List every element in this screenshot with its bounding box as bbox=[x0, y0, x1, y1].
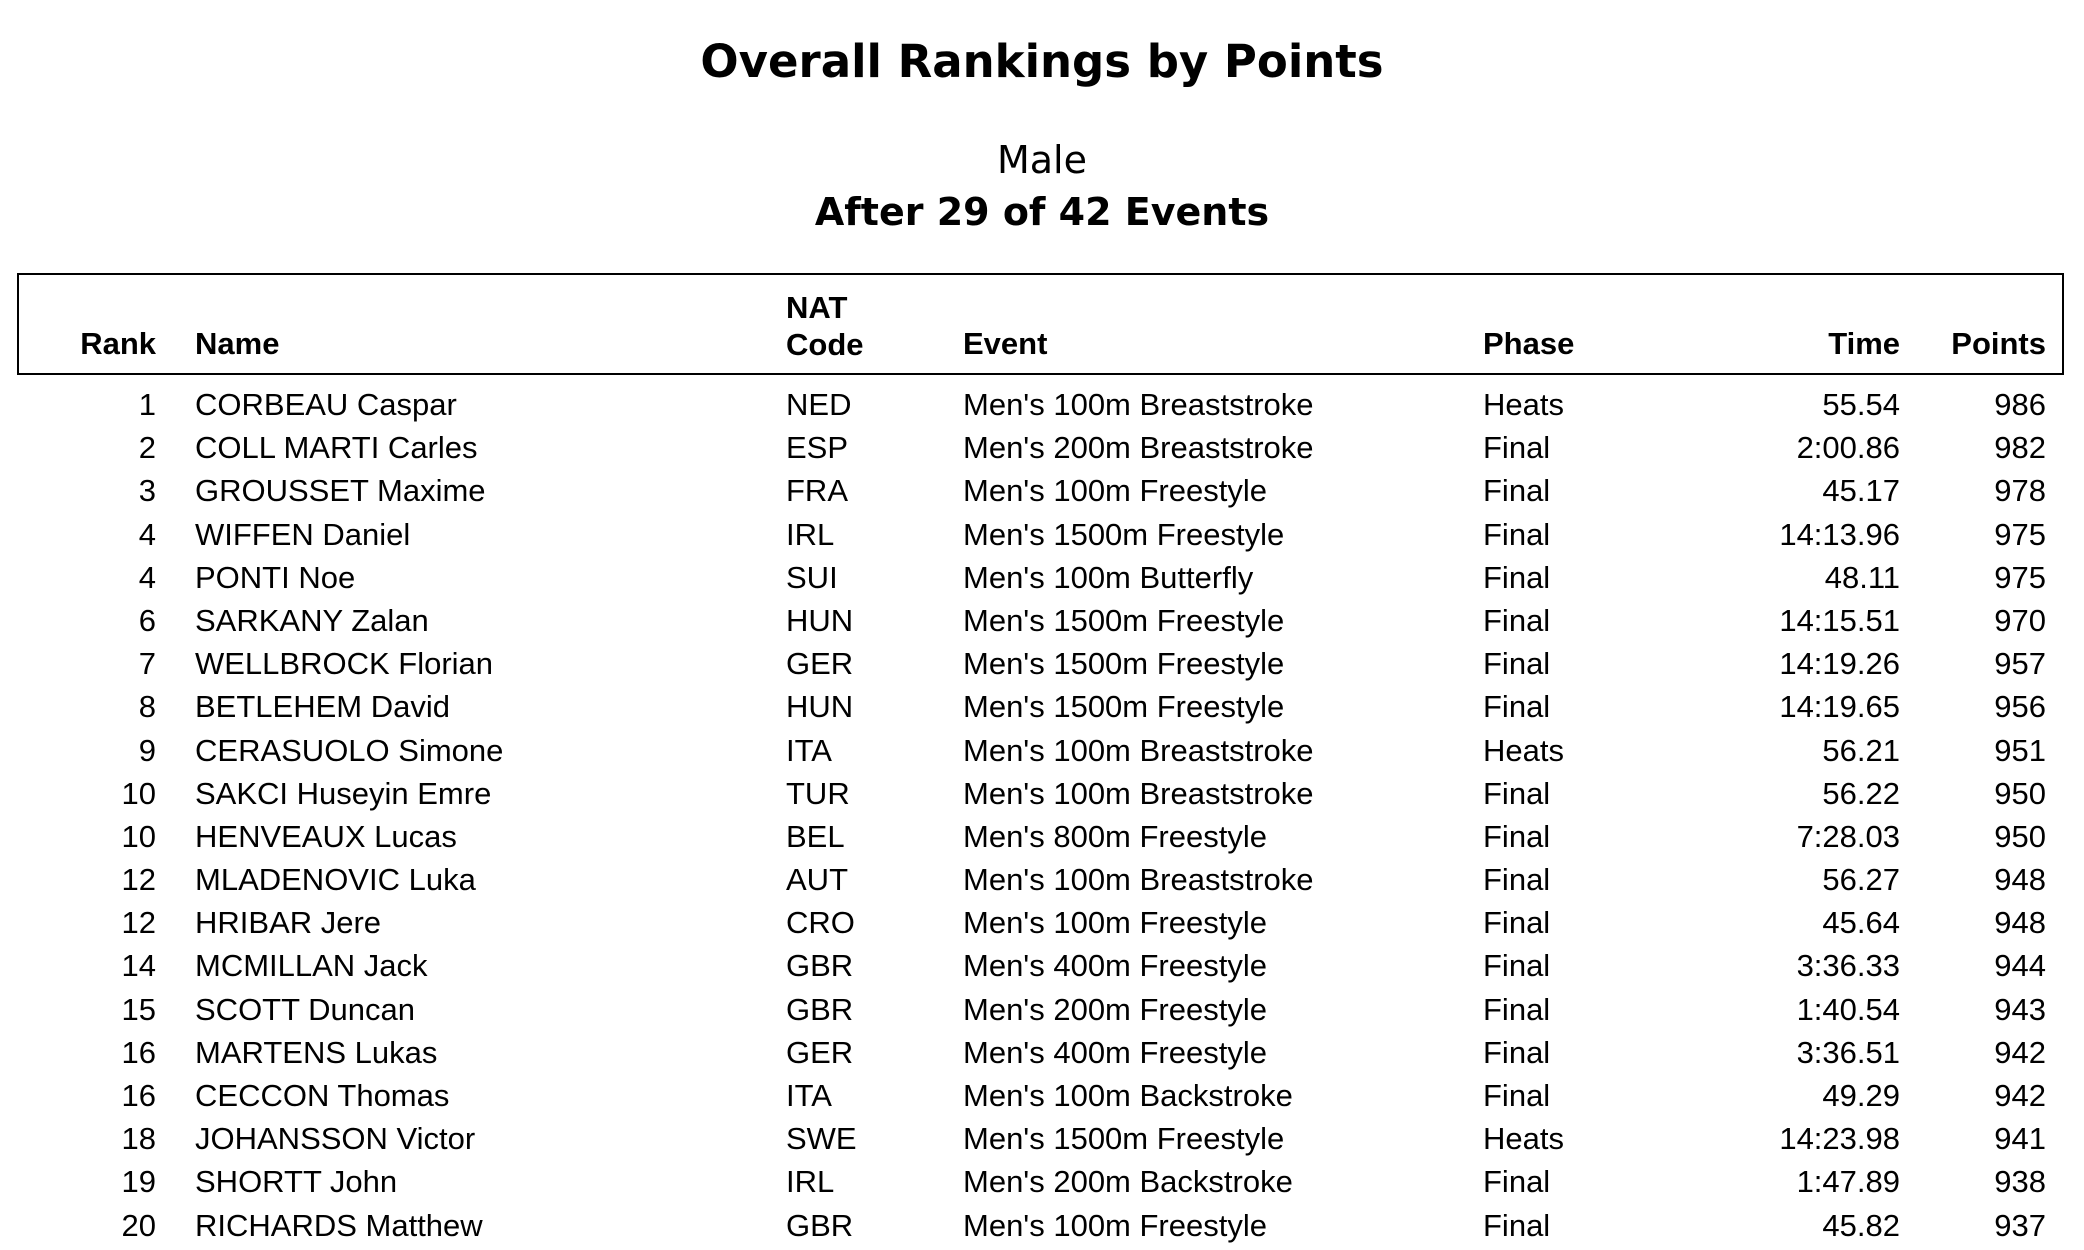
header-time: Time bbox=[1828, 326, 1900, 361]
header-points: Points bbox=[1951, 326, 2046, 361]
cell-phase: Final bbox=[1483, 430, 1551, 466]
table-row bbox=[0, 1204, 2084, 1247]
cell-time: 56.21 bbox=[1822, 732, 1900, 768]
cell-points: 948 bbox=[1994, 905, 2046, 941]
cell-event: Men's 1500m Freestyle bbox=[963, 689, 1285, 725]
cell-time: 45.17 bbox=[1822, 473, 1900, 509]
cell-time: 2:00.86 bbox=[1796, 430, 1900, 466]
cell-rank: 10 bbox=[121, 818, 156, 854]
cell-name: JOHANSSON Victor bbox=[195, 1121, 476, 1157]
cell-nat-code: IRL bbox=[786, 1164, 835, 1200]
table-row bbox=[0, 858, 2084, 901]
cell-name: MLADENOVIC Luka bbox=[195, 862, 476, 898]
cell-event: Men's 100m Freestyle bbox=[963, 473, 1267, 509]
cell-time: 14:23.98 bbox=[1779, 1121, 1900, 1157]
table-row bbox=[0, 1160, 2084, 1203]
events-progress: After 29 of 42 Events bbox=[814, 190, 1270, 234]
cell-time: 7:28.03 bbox=[1796, 818, 1900, 854]
table-row bbox=[0, 1117, 2084, 1160]
cell-name: RICHARDS Matthew bbox=[195, 1207, 483, 1243]
table-row bbox=[0, 772, 2084, 815]
cell-points: 970 bbox=[1994, 602, 2046, 638]
cell-phase: Final bbox=[1483, 1207, 1551, 1243]
cell-points: 948 bbox=[1994, 862, 2046, 898]
cell-phase: Final bbox=[1483, 948, 1551, 984]
cell-name: CORBEAU Caspar bbox=[195, 387, 457, 422]
table-row bbox=[0, 1031, 2084, 1074]
cell-rank: 6 bbox=[138, 602, 156, 638]
cell-points: 978 bbox=[1994, 473, 2046, 509]
cell-nat-code: AUT bbox=[786, 862, 848, 898]
cell-name: COLL MARTI Carles bbox=[195, 430, 478, 466]
cell-name: CECCON Thomas bbox=[195, 1078, 450, 1113]
cell-name: SCOTT Duncan bbox=[195, 991, 415, 1027]
gender-subtitle: Male bbox=[996, 138, 1087, 182]
cell-time: 14:15.51 bbox=[1779, 602, 1900, 638]
cell-time: 14:19.26 bbox=[1779, 646, 1900, 682]
table-row bbox=[0, 944, 2084, 987]
cell-rank: 4 bbox=[138, 516, 156, 552]
cell-time: 55.54 bbox=[1822, 387, 1900, 422]
cell-name: SARKANY Zalan bbox=[195, 602, 429, 638]
cell-phase: Final bbox=[1483, 775, 1551, 811]
cell-phase: Final bbox=[1483, 602, 1551, 638]
cell-rank: 12 bbox=[121, 862, 156, 898]
cell-phase: Final bbox=[1483, 1164, 1551, 1200]
cell-name: SHORTT John bbox=[195, 1164, 398, 1200]
cell-event: Men's 1500m Freestyle bbox=[963, 646, 1285, 682]
cell-rank: 10 bbox=[121, 775, 156, 811]
table-row bbox=[0, 469, 2084, 512]
cell-phase: Final bbox=[1483, 905, 1551, 941]
cell-time: 45.82 bbox=[1822, 1207, 1900, 1243]
cell-event: Men's 800m Freestyle bbox=[963, 818, 1267, 854]
cell-points: 982 bbox=[1994, 430, 2046, 466]
header-name: Name bbox=[195, 326, 280, 361]
cell-event: Men's 200m Breaststroke bbox=[963, 430, 1314, 466]
cell-points: 986 bbox=[1994, 387, 2046, 422]
cell-points: 975 bbox=[1994, 516, 2046, 552]
cell-nat-code: CRO bbox=[786, 905, 855, 941]
cell-time: 14:19.65 bbox=[1779, 689, 1900, 725]
cell-name: CERASUOLO Simone bbox=[195, 732, 504, 768]
cell-event: Men's 100m Freestyle bbox=[963, 905, 1267, 941]
header-rank: Rank bbox=[80, 326, 156, 361]
cell-name: SAKCI Huseyin Emre bbox=[195, 775, 492, 811]
cell-phase: Final bbox=[1483, 1034, 1551, 1070]
cell-event: Men's 1500m Freestyle bbox=[963, 516, 1285, 552]
cell-nat-code: GER bbox=[786, 646, 854, 682]
table-row bbox=[0, 556, 2084, 599]
cell-points: 956 bbox=[1994, 689, 2046, 725]
table-row bbox=[0, 815, 2084, 858]
cell-name: GROUSSET Maxime bbox=[195, 473, 486, 509]
table-row bbox=[0, 642, 2084, 685]
cell-time: 3:36.51 bbox=[1796, 1034, 1900, 1070]
cell-nat-code: SUI bbox=[786, 559, 838, 595]
table-row bbox=[0, 383, 2084, 426]
cell-event: Men's 100m Breaststroke bbox=[963, 732, 1314, 768]
cell-event: Men's 100m Butterfly bbox=[963, 559, 1254, 595]
cell-nat-code: NED bbox=[786, 387, 852, 422]
cell-name: WELLBROCK Florian bbox=[195, 646, 494, 682]
cell-phase: Final bbox=[1483, 473, 1551, 509]
cell-phase: Heats bbox=[1483, 732, 1564, 768]
table-row bbox=[0, 685, 2084, 728]
cell-points: 957 bbox=[1994, 646, 2046, 682]
cell-rank: 18 bbox=[121, 1121, 156, 1157]
cell-rank: 2 bbox=[138, 430, 156, 466]
cell-event: Men's 100m Freestyle bbox=[963, 1207, 1267, 1243]
cell-points: 942 bbox=[1994, 1034, 2046, 1070]
cell-event: Men's 400m Freestyle bbox=[963, 948, 1267, 984]
table-row bbox=[0, 901, 2084, 944]
cell-nat-code: GBR bbox=[786, 1207, 854, 1243]
cell-points: 942 bbox=[1994, 1078, 2046, 1113]
cell-time: 48.11 bbox=[1824, 559, 1900, 595]
cell-event: Men's 200m Freestyle bbox=[963, 991, 1267, 1027]
cell-name: MCMILLAN Jack bbox=[195, 948, 428, 984]
cell-points: 944 bbox=[1994, 948, 2046, 984]
cell-rank: 19 bbox=[121, 1164, 156, 1200]
cell-rank: 8 bbox=[138, 689, 156, 725]
table-row bbox=[0, 729, 2084, 772]
rankings-table-body bbox=[0, 383, 2084, 1247]
cell-nat-code: ESP bbox=[786, 430, 849, 466]
cell-points: 938 bbox=[1994, 1164, 2046, 1200]
cell-points: 950 bbox=[1994, 818, 2046, 854]
cell-time: 1:40.54 bbox=[1796, 991, 1900, 1027]
cell-time: 49.29 bbox=[1822, 1078, 1900, 1113]
cell-event: Men's 100m Backstroke bbox=[963, 1078, 1293, 1113]
cell-time: 3:36.33 bbox=[1796, 948, 1900, 984]
cell-points: 951 bbox=[1994, 732, 2046, 768]
page-title: Overall Rankings by Points bbox=[700, 35, 1384, 88]
cell-nat-code: TUR bbox=[786, 775, 850, 811]
cell-rank: 14 bbox=[121, 948, 156, 984]
cell-time: 45.64 bbox=[1822, 905, 1900, 941]
cell-nat-code: ITA bbox=[786, 1078, 832, 1113]
cell-points: 950 bbox=[1994, 775, 2046, 811]
cell-nat-code: HUN bbox=[786, 689, 854, 725]
cell-event: Men's 400m Freestyle bbox=[963, 1034, 1267, 1070]
cell-nat-code: IRL bbox=[786, 516, 835, 552]
cell-nat-code: BEL bbox=[786, 818, 845, 854]
cell-phase: Final bbox=[1483, 559, 1551, 595]
cell-name: PONTI Noe bbox=[195, 559, 356, 595]
cell-time: 56.22 bbox=[1822, 775, 1900, 811]
cell-event: Men's 1500m Freestyle bbox=[963, 1121, 1285, 1157]
cell-event: Men's 1500m Freestyle bbox=[963, 602, 1285, 638]
cell-time: 56.27 bbox=[1822, 862, 1900, 898]
header-phase: Phase bbox=[1483, 326, 1575, 361]
cell-rank: 9 bbox=[138, 732, 156, 768]
cell-rank: 3 bbox=[138, 473, 156, 509]
cell-event: Men's 100m Breaststroke bbox=[963, 775, 1314, 811]
cell-name: HENVEAUX Lucas bbox=[195, 818, 457, 854]
cell-phase: Final bbox=[1483, 1078, 1551, 1113]
cell-name: HRIBAR Jere bbox=[195, 905, 382, 941]
cell-nat-code: HUN bbox=[786, 602, 854, 638]
cell-points: 941 bbox=[1994, 1121, 2046, 1157]
cell-rank: 7 bbox=[138, 646, 156, 682]
cell-event: Men's 200m Backstroke bbox=[963, 1164, 1293, 1200]
table-row bbox=[0, 599, 2084, 642]
cell-rank: 4 bbox=[138, 559, 156, 595]
table-row bbox=[0, 426, 2084, 469]
cell-rank: 20 bbox=[121, 1207, 156, 1243]
cell-phase: Final bbox=[1483, 516, 1551, 552]
cell-event: Men's 100m Breaststroke bbox=[963, 387, 1314, 422]
cell-phase: Final bbox=[1483, 646, 1551, 682]
table-row bbox=[0, 988, 2084, 1031]
cell-nat-code: ITA bbox=[786, 732, 832, 768]
cell-phase: Final bbox=[1483, 818, 1551, 854]
cell-phase: Final bbox=[1483, 689, 1551, 725]
cell-time: 14:13.96 bbox=[1779, 516, 1900, 552]
cell-rank: 16 bbox=[121, 1034, 156, 1070]
cell-rank: 1 bbox=[138, 387, 156, 422]
cell-points: 975 bbox=[1994, 559, 2046, 595]
table-row bbox=[0, 513, 2084, 556]
header-event: Event bbox=[963, 326, 1048, 361]
cell-phase: Heats bbox=[1483, 387, 1564, 422]
cell-event: Men's 100m Breaststroke bbox=[963, 862, 1314, 898]
cell-name: WIFFEN Daniel bbox=[195, 516, 411, 552]
cell-phase: Final bbox=[1483, 862, 1551, 898]
cell-nat-code: GBR bbox=[786, 948, 854, 984]
cell-name: MARTENS Lukas bbox=[195, 1034, 438, 1070]
cell-nat-code: SWE bbox=[786, 1121, 857, 1157]
cell-points: 937 bbox=[1994, 1207, 2046, 1243]
table-row bbox=[0, 1074, 2084, 1117]
cell-rank: 15 bbox=[121, 991, 156, 1027]
header-nat-code: Code bbox=[786, 327, 864, 362]
header-nat: NAT bbox=[786, 290, 848, 325]
cell-nat-code: GBR bbox=[786, 991, 854, 1027]
cell-name: BETLEHEM David bbox=[195, 689, 450, 725]
cell-phase: Final bbox=[1483, 991, 1551, 1027]
cell-nat-code: GER bbox=[786, 1034, 854, 1070]
cell-time: 1:47.89 bbox=[1796, 1164, 1900, 1200]
cell-rank: 16 bbox=[121, 1078, 156, 1113]
cell-nat-code: FRA bbox=[786, 473, 848, 509]
cell-phase: Heats bbox=[1483, 1121, 1564, 1157]
cell-points: 943 bbox=[1994, 991, 2046, 1027]
cell-rank: 12 bbox=[121, 905, 156, 941]
